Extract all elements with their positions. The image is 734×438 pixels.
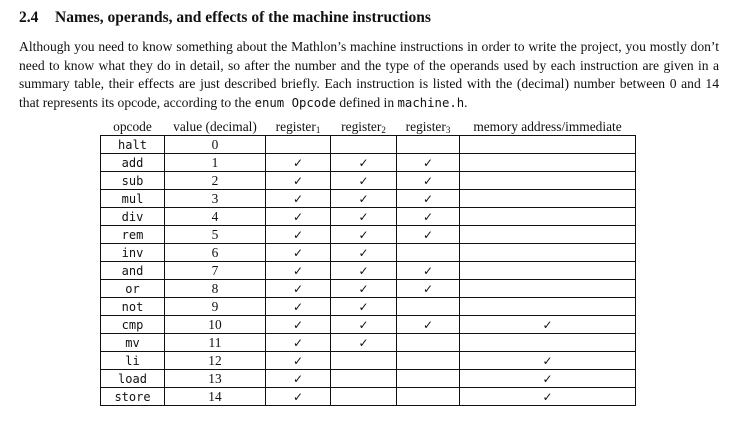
value-cell: 2: [165, 172, 266, 190]
table-body: [101, 136, 636, 406]
register2-cell: ✓: [331, 190, 397, 208]
register2-cell: ✓: [331, 334, 397, 352]
register3-cell: ✓: [397, 190, 460, 208]
header-register3: [397, 118, 460, 136]
table-row: [101, 370, 636, 388]
register3-cell: [397, 334, 460, 352]
register1-cell: ✓: [266, 280, 331, 298]
register1-cell: ✓: [266, 208, 331, 226]
code-machine-h: machine.h: [397, 95, 465, 110]
opcode-cell: load: [101, 370, 165, 388]
opcode-cell: or: [101, 280, 165, 298]
memory-cell: [460, 226, 636, 244]
memory-cell: [460, 334, 636, 352]
opcode-cell: rem: [101, 226, 165, 244]
opcode-cell: halt: [101, 136, 165, 154]
value-cell: 10: [165, 316, 266, 334]
value-cell: 7: [165, 262, 266, 280]
register1-cell: [266, 136, 331, 154]
value-cell: 1: [165, 154, 266, 172]
register2-cell: [331, 136, 397, 154]
header-register2: [331, 118, 397, 136]
table-row: [101, 190, 636, 208]
value-cell: 5: [165, 226, 266, 244]
opcode-cell: cmp: [101, 316, 165, 334]
opcode-cell: add: [101, 154, 165, 172]
value-cell: 12: [165, 352, 266, 370]
table-row: [101, 334, 636, 352]
register1-cell: ✓: [266, 316, 331, 334]
value-cell: 9: [165, 298, 266, 316]
paragraph-text-3: .: [464, 94, 468, 110]
register3-cell: ✓: [397, 316, 460, 334]
header-register1-sub: 1: [315, 124, 321, 135]
value-cell: 8: [165, 280, 266, 298]
value-cell: 13: [165, 370, 266, 388]
register1-cell: ✓: [266, 244, 331, 262]
memory-cell: [460, 262, 636, 280]
register2-cell: [331, 370, 397, 388]
header-register3-sub: 3: [445, 124, 451, 135]
register1-cell: ✓: [266, 334, 331, 352]
intro-paragraph: [19, 38, 719, 112]
register2-cell: [331, 352, 397, 370]
table-row: [101, 172, 636, 190]
table-row: [101, 262, 636, 280]
register2-cell: ✓: [331, 316, 397, 334]
register3-cell: [397, 298, 460, 316]
opcode-cell: not: [101, 298, 165, 316]
header-register2-label: register: [341, 118, 382, 134]
table-row: [101, 244, 636, 262]
table-row: [101, 226, 636, 244]
opcode-cell: div: [101, 208, 165, 226]
memory-cell: ✓: [460, 388, 636, 406]
memory-cell: ✓: [460, 316, 636, 334]
register1-cell: ✓: [266, 352, 331, 370]
header-register2-sub: 2: [381, 124, 386, 135]
header-memory: memory address/immediate: [473, 118, 622, 134]
opcode-cell: li: [101, 352, 165, 370]
register1-cell: ✓: [266, 370, 331, 388]
register1-cell: ✓: [266, 172, 331, 190]
table-row: [101, 208, 636, 226]
opcode-cell: store: [101, 388, 165, 406]
opcode-cell: and: [101, 262, 165, 280]
memory-cell: [460, 190, 636, 208]
table-row: [101, 316, 636, 334]
register1-cell: ✓: [266, 262, 331, 280]
table-row: [101, 352, 636, 370]
table-row: [101, 388, 636, 406]
register2-cell: ✓: [331, 298, 397, 316]
register3-cell: ✓: [397, 226, 460, 244]
register3-cell: [397, 388, 460, 406]
header-register1: [266, 118, 331, 136]
register1-cell: ✓: [266, 190, 331, 208]
header-value: value (decimal): [173, 118, 257, 134]
register3-cell: [397, 370, 460, 388]
code-enum-opcode: enum Opcode: [254, 95, 336, 110]
opcode-table: [100, 118, 636, 406]
memory-cell: [460, 136, 636, 154]
memory-cell: [460, 154, 636, 172]
register3-cell: [397, 352, 460, 370]
register3-cell: ✓: [397, 280, 460, 298]
table-row: [101, 298, 636, 316]
register2-cell: ✓: [331, 172, 397, 190]
header-opcode: opcode: [113, 118, 152, 134]
header-register3-label: register: [405, 118, 446, 134]
register1-cell: ✓: [266, 226, 331, 244]
register2-cell: ✓: [331, 262, 397, 280]
paragraph-text-2: defined in: [336, 94, 398, 110]
table-row: [101, 280, 636, 298]
register2-cell: ✓: [331, 280, 397, 298]
memory-cell: [460, 298, 636, 316]
header-register1-label: register: [275, 118, 316, 134]
table-row: [101, 154, 636, 172]
table-row: [101, 136, 636, 154]
opcode-cell: sub: [101, 172, 165, 190]
opcode-cell: mv: [101, 334, 165, 352]
memory-cell: [460, 172, 636, 190]
value-cell: 11: [165, 334, 266, 352]
register3-cell: ✓: [397, 262, 460, 280]
opcode-cell: inv: [101, 244, 165, 262]
register3-cell: ✓: [397, 208, 460, 226]
register2-cell: [331, 388, 397, 406]
value-cell: 6: [165, 244, 266, 262]
register2-cell: ✓: [331, 208, 397, 226]
register3-cell: [397, 244, 460, 262]
table-header-row: [101, 118, 636, 136]
section-heading: [19, 9, 431, 27]
value-cell: 0: [165, 136, 266, 154]
register2-cell: ✓: [331, 244, 397, 262]
memory-cell: [460, 280, 636, 298]
memory-cell: ✓: [460, 370, 636, 388]
memory-cell: [460, 208, 636, 226]
opcode-cell: mul: [101, 190, 165, 208]
value-cell: 4: [165, 208, 266, 226]
register1-cell: ✓: [266, 298, 331, 316]
value-cell: 3: [165, 190, 266, 208]
value-cell: 14: [165, 388, 266, 406]
register3-cell: ✓: [397, 172, 460, 190]
register3-cell: ✓: [397, 154, 460, 172]
register1-cell: ✓: [266, 388, 331, 406]
paragraph-text-1: Although you need to know something about the Mathlon’s machine instructions in order to write the project, you mostly don’t need to know what they do in detail, so after the number and the type of the operands used by each instruction are given in a summary table, their effects are just described briefly. Each instruction is listed with the (decimal) number between 0 and 14 that represents its opcode, according to the: [19, 39, 719, 110]
section-number: 2.4: [19, 9, 39, 26]
register3-cell: [397, 136, 460, 154]
register1-cell: ✓: [266, 154, 331, 172]
section-title: Names, operands, and effects of the machine instructions: [55, 9, 431, 26]
register2-cell: ✓: [331, 154, 397, 172]
register2-cell: ✓: [331, 226, 397, 244]
memory-cell: ✓: [460, 352, 636, 370]
memory-cell: [460, 244, 636, 262]
